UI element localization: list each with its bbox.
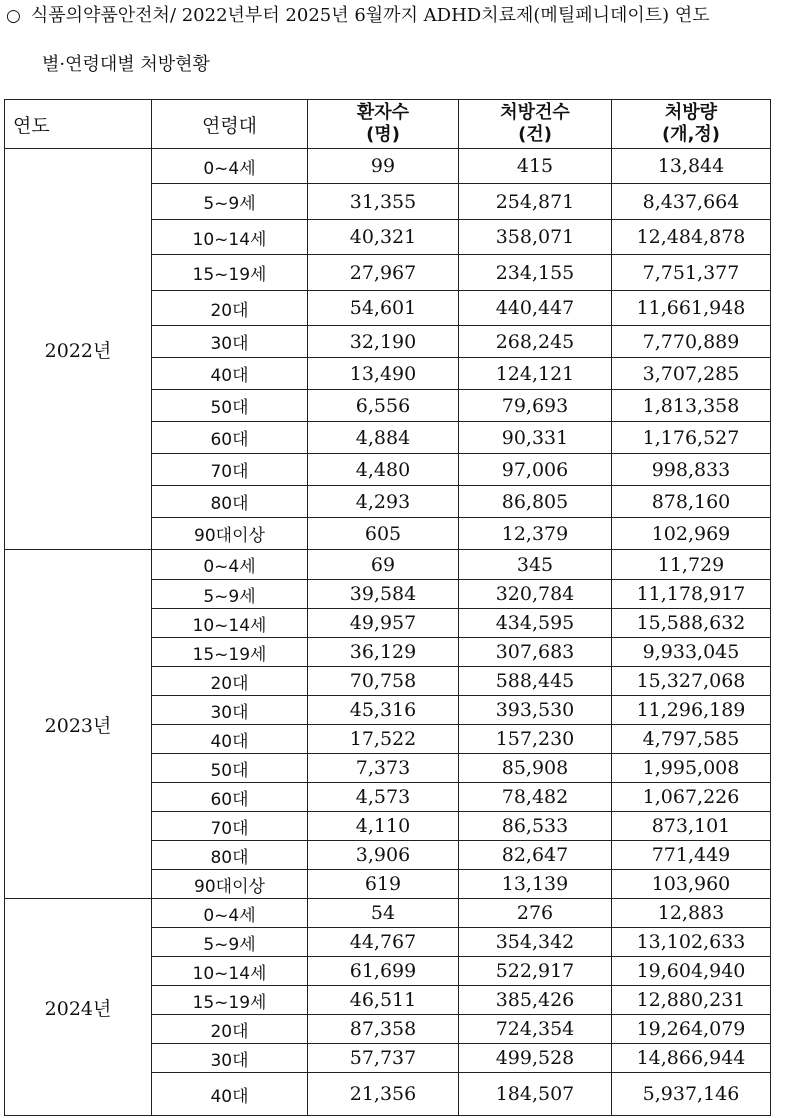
- volume-cell: 1,813,358: [612, 390, 771, 422]
- table-row: [5, 550, 771, 580]
- year-cell: 2024년: [5, 899, 152, 1116]
- age-cell: 40대: [152, 358, 308, 390]
- patients-cell: 49,957: [308, 609, 459, 638]
- age-cell: 30대: [152, 326, 308, 358]
- prescriptions-cell: 522,917: [459, 957, 612, 986]
- patients-cell: 27,967: [308, 255, 459, 291]
- age-cell: 90대이상: [152, 870, 308, 899]
- volume-cell: 11,178,917: [612, 580, 771, 609]
- age-cell: 60대: [152, 422, 308, 454]
- age-cell: 0~4세: [152, 149, 308, 184]
- volume-cell: 12,883: [612, 899, 771, 928]
- prescriptions-cell: 184,507: [459, 1073, 612, 1116]
- age-cell: 90대이상: [152, 518, 308, 550]
- prescriptions-cell: 588,445: [459, 667, 612, 696]
- age-cell: 15~19세: [152, 986, 308, 1015]
- patients-cell: 6,556: [308, 390, 459, 422]
- age-cell: 70대: [152, 454, 308, 486]
- header-age: 연령대: [152, 100, 308, 149]
- heading-line-2: 별·연령대별 처방현황: [42, 54, 210, 75]
- age-cell: 40대: [152, 1073, 308, 1116]
- prescriptions-cell: 724,354: [459, 1015, 612, 1044]
- age-cell: 0~4세: [152, 899, 308, 928]
- header-patients-title: 환자수: [356, 102, 410, 123]
- age-cell: 15~19세: [152, 638, 308, 667]
- age-cell: 80대: [152, 486, 308, 518]
- volume-cell: 7,751,377: [612, 255, 771, 291]
- age-cell: 40대: [152, 725, 308, 754]
- prescription-table: [4, 99, 771, 1116]
- patients-cell: 69: [308, 550, 459, 580]
- table-header-row: [5, 100, 771, 149]
- header-prescriptions: [459, 100, 612, 149]
- table-body: [5, 149, 771, 1116]
- header-patients-unit: (명): [366, 124, 400, 145]
- prescriptions-cell: 97,006: [459, 454, 612, 486]
- volume-cell: 998,833: [612, 454, 771, 486]
- heading-text-1: 식품의약품안전처/ 2022년부터 2025년 6월까지 ADHD치료제(메틸페니데이트) 연도: [30, 5, 710, 26]
- volume-cell: 12,484,878: [612, 220, 771, 255]
- patients-cell: 4,480: [308, 454, 459, 486]
- volume-cell: 1,067,226: [612, 783, 771, 812]
- patients-cell: 45,316: [308, 696, 459, 725]
- patients-cell: 605: [308, 518, 459, 550]
- prescriptions-cell: 393,530: [459, 696, 612, 725]
- prescriptions-cell: 90,331: [459, 422, 612, 454]
- patients-cell: 17,522: [308, 725, 459, 754]
- volume-cell: 5,937,146: [612, 1073, 771, 1116]
- age-cell: 5~9세: [152, 928, 308, 957]
- volume-cell: 873,101: [612, 812, 771, 841]
- patients-cell: 21,356: [308, 1073, 459, 1116]
- volume-cell: 4,797,585: [612, 725, 771, 754]
- prescriptions-cell: 434,595: [459, 609, 612, 638]
- volume-cell: 11,296,189: [612, 696, 771, 725]
- patients-cell: 7,373: [308, 754, 459, 783]
- patients-cell: 40,321: [308, 220, 459, 255]
- volume-cell: 19,604,940: [612, 957, 771, 986]
- header-volume-title: 처방량: [664, 102, 718, 123]
- volume-cell: 102,969: [612, 518, 771, 550]
- patients-cell: 4,110: [308, 812, 459, 841]
- prescriptions-cell: 440,447: [459, 291, 612, 326]
- age-cell: 30대: [152, 696, 308, 725]
- patients-cell: 57,737: [308, 1044, 459, 1073]
- prescriptions-cell: 157,230: [459, 725, 612, 754]
- patients-cell: 99: [308, 149, 459, 184]
- prescriptions-cell: 385,426: [459, 986, 612, 1015]
- patients-cell: 70,758: [308, 667, 459, 696]
- patients-cell: 46,511: [308, 986, 459, 1015]
- volume-cell: 8,437,664: [612, 184, 771, 220]
- volume-cell: 12,880,231: [612, 986, 771, 1015]
- prescriptions-cell: 254,871: [459, 184, 612, 220]
- patients-cell: 4,293: [308, 486, 459, 518]
- patients-cell: 44,767: [308, 928, 459, 957]
- patients-cell: 87,358: [308, 1015, 459, 1044]
- patients-cell: 3,906: [308, 841, 459, 870]
- prescriptions-cell: 85,908: [459, 754, 612, 783]
- age-cell: 70대: [152, 812, 308, 841]
- year-cell: 2022년: [5, 149, 152, 550]
- prescriptions-cell: 345: [459, 550, 612, 580]
- header-volume-unit: (개,정): [661, 124, 721, 145]
- age-cell: 5~9세: [152, 580, 308, 609]
- age-cell: 10~14세: [152, 609, 308, 638]
- prescriptions-cell: 124,121: [459, 358, 612, 390]
- volume-cell: 13,844: [612, 149, 771, 184]
- header-volume: [612, 100, 771, 149]
- patients-cell: 36,129: [308, 638, 459, 667]
- volume-cell: 13,102,633: [612, 928, 771, 957]
- prescriptions-cell: 86,805: [459, 486, 612, 518]
- patients-cell: 32,190: [308, 326, 459, 358]
- volume-cell: 14,866,944: [612, 1044, 771, 1073]
- prescriptions-cell: 268,245: [459, 326, 612, 358]
- patients-cell: 4,573: [308, 783, 459, 812]
- volume-cell: 11,729: [612, 550, 771, 580]
- prescriptions-cell: 354,342: [459, 928, 612, 957]
- document-heading: [6, 4, 782, 77]
- patients-cell: 54: [308, 899, 459, 928]
- header-prescriptions-unit: (건): [518, 124, 552, 145]
- prescriptions-cell: 79,693: [459, 390, 612, 422]
- volume-cell: 11,661,948: [612, 291, 771, 326]
- volume-cell: 7,770,889: [612, 326, 771, 358]
- prescriptions-cell: 86,533: [459, 812, 612, 841]
- volume-cell: 771,449: [612, 841, 771, 870]
- volume-cell: 878,160: [612, 486, 771, 518]
- patients-cell: 61,699: [308, 957, 459, 986]
- header-patients: [308, 100, 459, 149]
- prescriptions-cell: 307,683: [459, 638, 612, 667]
- age-cell: 30대: [152, 1044, 308, 1073]
- volume-cell: 3,707,285: [612, 358, 771, 390]
- patients-cell: 54,601: [308, 291, 459, 326]
- prescriptions-cell: 13,139: [459, 870, 612, 899]
- patients-cell: 39,584: [308, 580, 459, 609]
- patients-cell: 4,884: [308, 422, 459, 454]
- age-cell: 20대: [152, 667, 308, 696]
- prescriptions-cell: 276: [459, 899, 612, 928]
- volume-cell: 15,588,632: [612, 609, 771, 638]
- age-cell: 0~4세: [152, 550, 308, 580]
- prescriptions-cell: 320,784: [459, 580, 612, 609]
- age-cell: 10~14세: [152, 957, 308, 986]
- year-cell: 2023년: [5, 550, 152, 899]
- age-cell: 20대: [152, 1015, 308, 1044]
- volume-cell: 15,327,068: [612, 667, 771, 696]
- table-row: [5, 899, 771, 928]
- patients-cell: 619: [308, 870, 459, 899]
- prescriptions-cell: 82,647: [459, 841, 612, 870]
- bullet-circle-icon: ○: [6, 6, 21, 26]
- age-cell: 15~19세: [152, 255, 308, 291]
- patients-cell: 13,490: [308, 358, 459, 390]
- age-cell: 20대: [152, 291, 308, 326]
- heading-line-1: [6, 4, 782, 28]
- prescriptions-cell: 415: [459, 149, 612, 184]
- prescriptions-cell: 234,155: [459, 255, 612, 291]
- volume-cell: 9,933,045: [612, 638, 771, 667]
- prescriptions-cell: 358,071: [459, 220, 612, 255]
- age-cell: 5~9세: [152, 184, 308, 220]
- prescriptions-cell: 499,528: [459, 1044, 612, 1073]
- volume-cell: 1,176,527: [612, 422, 771, 454]
- prescriptions-cell: 78,482: [459, 783, 612, 812]
- volume-cell: 103,960: [612, 870, 771, 899]
- patients-cell: 31,355: [308, 184, 459, 220]
- volume-cell: 19,264,079: [612, 1015, 771, 1044]
- age-cell: 60대: [152, 783, 308, 812]
- prescriptions-cell: 12,379: [459, 518, 612, 550]
- header-year: 연도: [5, 100, 152, 149]
- age-cell: 50대: [152, 390, 308, 422]
- age-cell: 80대: [152, 841, 308, 870]
- table-row: [5, 149, 771, 184]
- age-cell: 50대: [152, 754, 308, 783]
- header-prescriptions-title: 처방건수: [500, 102, 570, 123]
- volume-cell: 1,995,008: [612, 754, 771, 783]
- age-cell: 10~14세: [152, 220, 308, 255]
